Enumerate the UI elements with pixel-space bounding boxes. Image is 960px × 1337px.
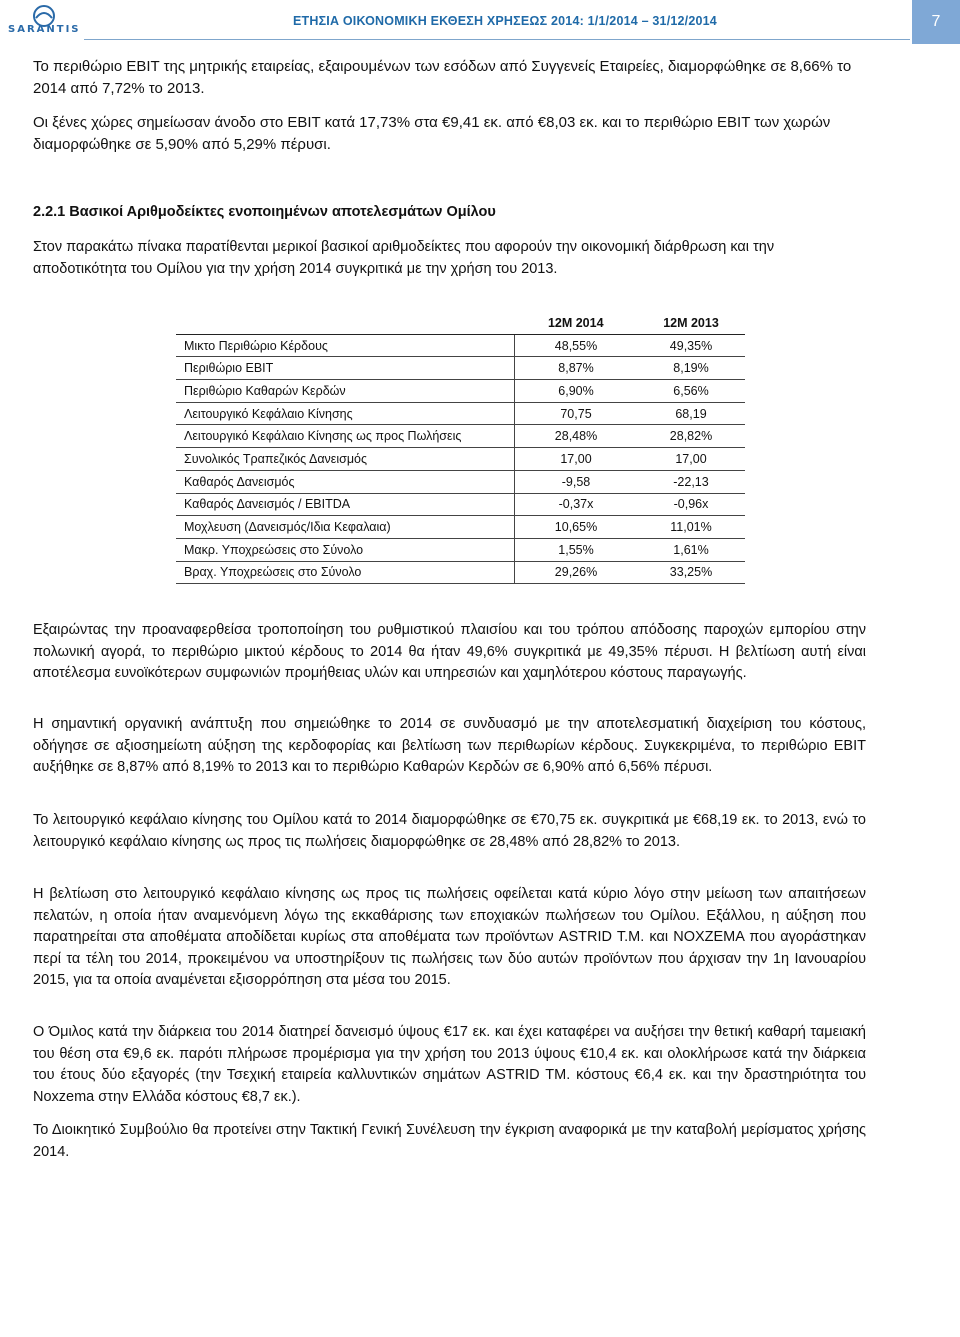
- intro-paragraph-1: Το περιθώριο EBIT της μητρικής εταιρείας, εξαιρουμένων των εσόδων από Συγγενείς Εταιρείες, διαμορφώθηκε σε 8,66% το 2014 από 7,72% το 2013.: [33, 58, 852, 97]
- row-label: Λειτουργικό Κεφάλαιο Κίνησης ως προς Πωλήσεις: [176, 425, 515, 448]
- row-label: Μικτο Περιθώριο Κέρδους: [176, 334, 515, 357]
- value-2014: 8,87%: [515, 357, 638, 380]
- row-label: Λειτουργικό Κεφάλαιο Κίνησης: [176, 402, 515, 425]
- row-label: Καθαρός Δανεισμός: [176, 470, 515, 493]
- kpi-table: [176, 312, 745, 584]
- value-2014: 48,55%: [515, 334, 638, 357]
- value-2013: 33,25%: [637, 561, 745, 584]
- value-2013: -22,13: [637, 470, 745, 493]
- table-row: [176, 357, 745, 380]
- value-2013: 49,35%: [637, 334, 745, 357]
- header-cell: [176, 312, 515, 334]
- row-label: Συνολικός Τραπεζικός Δανεισμός: [176, 448, 515, 471]
- page-header: [0, 0, 960, 44]
- header-cell-2013: 12M 2013: [637, 312, 745, 334]
- body-paragraph-6: Το Διοικητικό Συμβούλιο θα προτείνει στην Τακτική Γενική Συνέλευση την έγκριση αναφορικά με την καταβολή μερίσματος χρήσης 2014.: [33, 1122, 866, 1160]
- value-2014: 70,75: [515, 402, 638, 425]
- body-paragraph-4: Η βελτίωση στο λειτουργικό κεφάλαιο κίνησης ως προς τις πωλήσεις οφείλεται κατά κύριο λόγο στην μείωση των απαιτήσεων πελατών, η οποία ήταν αναμενόμενη λόγω της εκκαθάρισης των εποχιακών πωλήσεων του Ομίλου. Εξάλλου, η αύξηση που παρατηρείται στα αποθέματα αποδίδεται κυρίως στα αποθέματα των προϊόντων ASTRID T.M. και NOXZEMA που αγοράστηκαν περί τα τέλη του 2014, προκειμένου να υποστηρίξουν τις πωλήσεις των δύο αυτών προϊόντων που άρχισαν την 1η Ιανουαρίου 2015, για τα οποία αναμένεται εξισορρόπηση στα μέσα του 2015.: [33, 886, 866, 988]
- value-2014: 29,26%: [515, 561, 638, 584]
- table-row: [176, 380, 745, 403]
- page-number: 7: [912, 0, 960, 44]
- table-row: [176, 334, 745, 357]
- value-2014: 1,55%: [515, 538, 638, 561]
- value-2013: 17,00: [637, 448, 745, 471]
- table-row: [176, 425, 745, 448]
- table-row: [176, 493, 745, 516]
- table-row: [176, 516, 745, 539]
- logo-text: SARANTIS: [8, 24, 81, 35]
- row-label: Περιθώριο EBIT: [176, 357, 515, 380]
- body-paragraph-3: Το λειτουργικό κεφάλαιο κίνησης του Ομίλου κατά το 2014 διαμορφώθηκε σε €70,75 εκ. συγκριτικά με €68,19 εκ. το 2013, ενώ το λειτουργικό κεφάλαιο κίνησης ως προς τις πωλήσεις διαμορφώθηκε σε 28,48% από 28,82% το 2013.: [33, 812, 866, 850]
- body-paragraph-1: Εξαιρώντας την προαναφερθείσα τροποποίηση του ρυθμιστικού πλαισίου και του τρόπου απόδοσης παροχών εμπορίου στην πολωνική αγορά, το περιθώριο μικτού κέρδους το 2014 θα ήταν 49,6% συγκριτικά με 49,35% πέρυσι. Η βελτίωση αυτή είναι αποτέλεσμα ευνοϊκότερων συμφωνιών προμήθειας υλών και υπηρεσιών και χαμηλότερου κόστους παραγωγής.: [33, 622, 866, 681]
- value-2013: 11,01%: [637, 516, 745, 539]
- table-row: [176, 402, 745, 425]
- row-label: Καθαρός Δανεισμός / EBITDA: [176, 493, 515, 516]
- row-label: Βραχ. Υποχρεώσεις στο Σύνολο: [176, 561, 515, 584]
- header-cell-2014: 12M 2014: [515, 312, 638, 334]
- table-row: [176, 448, 745, 471]
- value-2013: 68,19: [637, 402, 745, 425]
- document-title: ΕΤΗΣΙΑ ΟΙΚΟΝΟΜΙΚΗ ΕΚΘΕΣΗ ΧΡΗΣΕΩΣ 2014: 1/1/2014 – 31/12/2014: [293, 14, 717, 28]
- table-row: [176, 538, 745, 561]
- value-2013: 6,56%: [637, 380, 745, 403]
- value-2014: 28,48%: [515, 425, 638, 448]
- header-divider: [84, 39, 910, 40]
- value-2013: 8,19%: [637, 357, 745, 380]
- row-label: Μοχλευση (Δανεισμός/Ιδια Κεφαλαια): [176, 516, 515, 539]
- value-2013: -0,96x: [637, 493, 745, 516]
- value-2013: 1,61%: [637, 538, 745, 561]
- body-paragraph-2: Η σημαντική οργανική ανάπτυξη που σημειώθηκε το 2014 σε συνδυασμό με την αποτελεσματική διαχείριση του κόστους, οδήγησε σε αξιοσημείωτη αύξηση της κερδοφορίας και βελτίωση των περιθωρίων κέρδους. Συγκεκριμένα, το περιθώριο EBIT αυξήθηκε σε 8,87% από 8,19% το 2013 και το περιθώριο Καθαρών Κερδών σε 6,90% από 6,56% πέρυσι.: [33, 716, 866, 775]
- table-row: [176, 470, 745, 493]
- row-label: Μακρ. Υποχρεώσεις στο Σύνολο: [176, 538, 515, 561]
- section-heading: 2.2.1 Βασικοί Αριθμοδείκτες ενοποιημένων αποτελεσμάτων Ομίλου: [33, 204, 496, 220]
- table-row: [176, 561, 745, 584]
- value-2013: 28,82%: [637, 425, 745, 448]
- body-paragraph-5: Ο Όμιλος κατά την διάρκεια του 2014 διατηρεί δανεισμό ύψους €17 εκ. και έχει καταφέρει να αυξήσει την θετική καθαρή ταμειακή του θέση στα €9,6 εκ. παρότι πλήρωσε προμέρισμα για την χρήση του 2013 ύψους €10,4 εκ. και ολοκλήρωσε κατά την διάρκεια του έτους δύο εξαγορές (την Τσεχική εταιρεία καλλυντικών σημάτων ASTRID TM. κόστους €6,4 εκ. και την δραστηριότητα του Noxzema στην Ελλάδα κόστους €8,7 εκ.).: [33, 1024, 866, 1105]
- value-2014: 6,90%: [515, 380, 638, 403]
- intro-paragraph-2: Οι ξένες χώρες σημείωσαν άνοδο στο EBIT κατά 17,73% στα €9,41 εκ. από €8,03 εκ. και το περιθώριο EBIT των χωρών διαμορφώθηκε σε 5,90% από 5,29% πέρυσι.: [33, 114, 831, 153]
- value-2014: 17,00: [515, 448, 638, 471]
- value-2014: -9,58: [515, 470, 638, 493]
- row-label: Περιθώριο Καθαρών Κερδών: [176, 380, 515, 403]
- section-intro: Στον παρακάτω πίνακα παρατίθενται μερικοί βασικοί αριθμοδείκτες που αφορούν την οικονομική διάρθρωση και την αποδοτικότητα του Ομίλου για την χρήση 2014 συγκριτικά με την χρήση του 2013.: [33, 239, 775, 277]
- value-2014: -0,37x: [515, 493, 638, 516]
- value-2014: 10,65%: [515, 516, 638, 539]
- table-header-row: [176, 312, 745, 334]
